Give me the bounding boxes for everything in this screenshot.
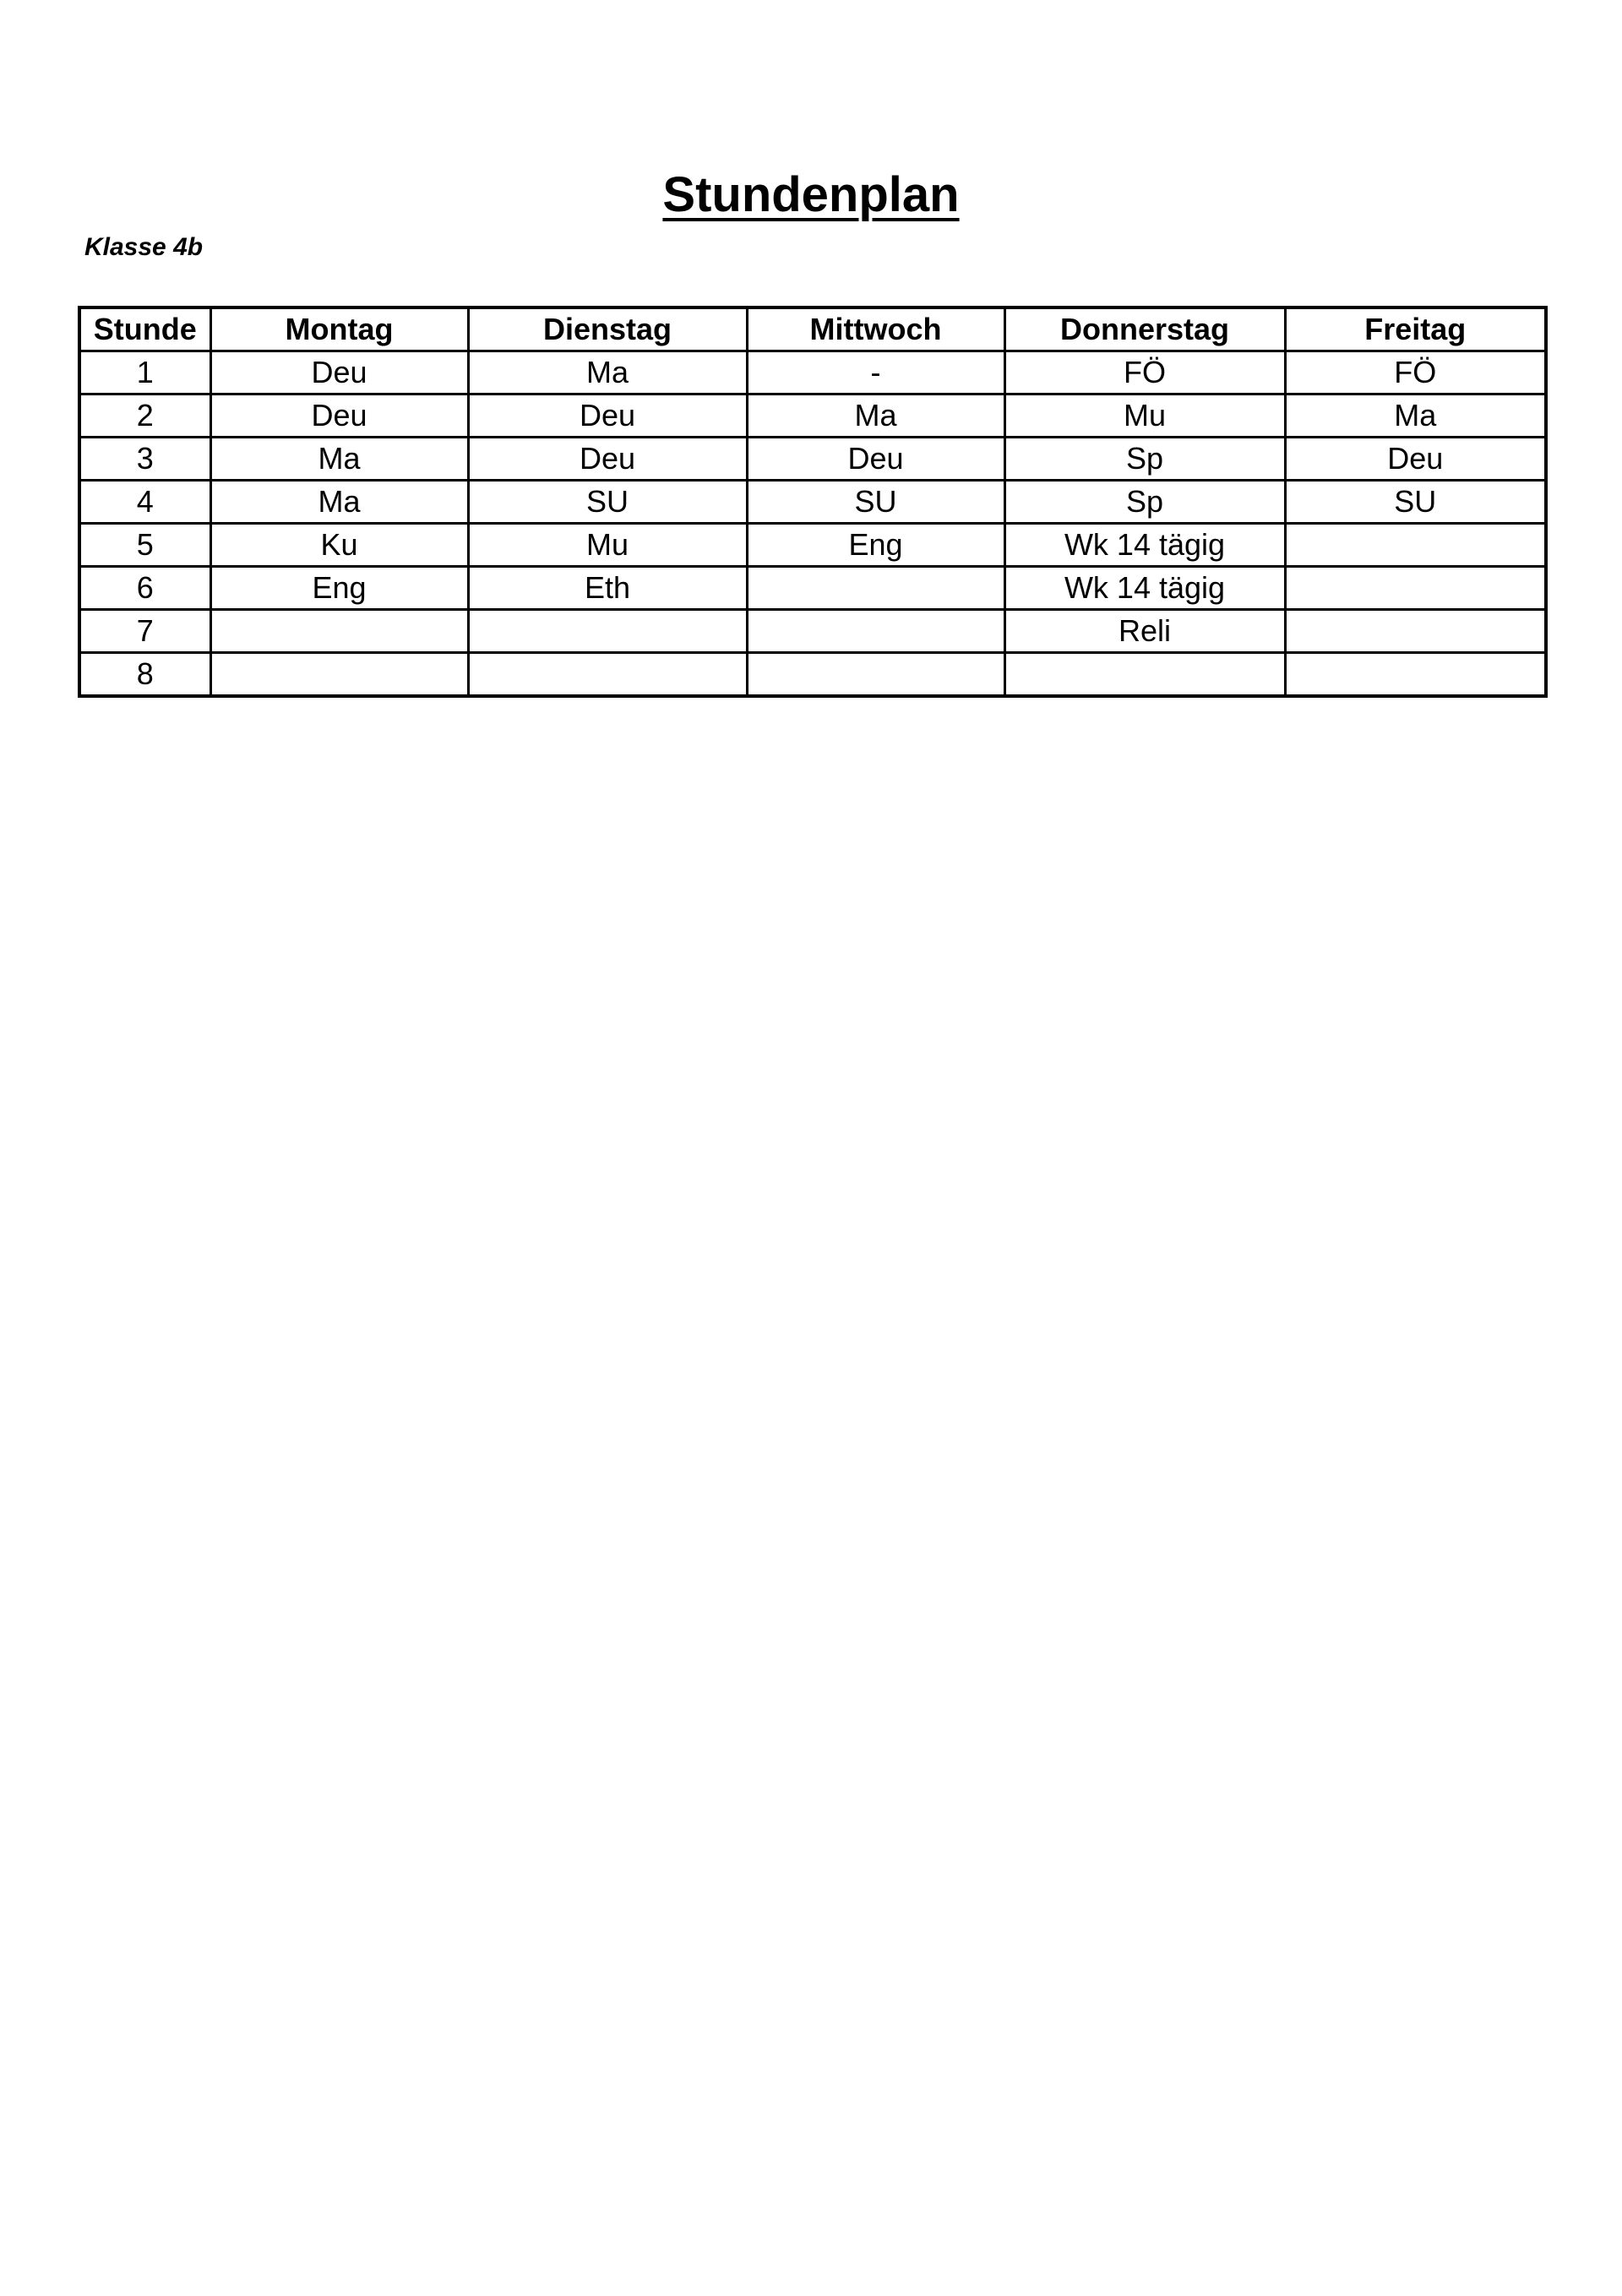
cell-montag xyxy=(210,653,468,697)
cell-freitag: Ma xyxy=(1285,394,1546,438)
cell-dienstag: Ma xyxy=(468,351,747,394)
cell-montag: Ma xyxy=(210,438,468,481)
cell-donnerstag xyxy=(1004,653,1285,697)
cell-montag: Ma xyxy=(210,481,468,524)
cell-dienstag: Deu xyxy=(468,394,747,438)
cell-freitag xyxy=(1285,610,1546,653)
cell-donnerstag: Reli xyxy=(1004,610,1285,653)
cell-donnerstag: Wk 14 tägig xyxy=(1004,524,1285,567)
cell-montag: Deu xyxy=(210,394,468,438)
timetable xyxy=(78,306,1548,698)
table-row xyxy=(79,351,1546,394)
page-title: Stundenplan xyxy=(662,167,960,222)
period-number: 6 xyxy=(79,567,210,610)
cell-donnerstag: Sp xyxy=(1004,481,1285,524)
class-label: Klasse 4b xyxy=(84,233,204,261)
cell-dienstag xyxy=(468,610,747,653)
period-number: 3 xyxy=(79,438,210,481)
cell-mittwoch xyxy=(747,610,1004,653)
period-number: 1 xyxy=(79,351,210,394)
period-number: 4 xyxy=(79,481,210,524)
header-mittwoch: Mittwoch xyxy=(747,307,1004,351)
period-number: 7 xyxy=(79,610,210,653)
period-number: 8 xyxy=(79,653,210,697)
cell-mittwoch: SU xyxy=(747,481,1004,524)
cell-freitag xyxy=(1285,567,1546,610)
header-dienstag: Dienstag xyxy=(468,307,747,351)
cell-freitag: SU xyxy=(1285,481,1546,524)
cell-freitag xyxy=(1285,524,1546,567)
period-number: 5 xyxy=(79,524,210,567)
cell-donnerstag: Mu xyxy=(1004,394,1285,438)
cell-freitag: FÖ xyxy=(1285,351,1546,394)
cell-donnerstag: FÖ xyxy=(1004,351,1285,394)
cell-mittwoch: Deu xyxy=(747,438,1004,481)
cell-mittwoch xyxy=(747,653,1004,697)
cell-mittwoch: Eng xyxy=(747,524,1004,567)
header-montag: Montag xyxy=(210,307,468,351)
cell-dienstag: Mu xyxy=(468,524,747,567)
header-freitag: Freitag xyxy=(1285,307,1546,351)
header-stunde: Stunde xyxy=(79,307,210,351)
cell-dienstag: Deu xyxy=(468,438,747,481)
table-row xyxy=(79,524,1546,567)
table-row xyxy=(79,481,1546,524)
table-row xyxy=(79,610,1546,653)
cell-montag: Deu xyxy=(210,351,468,394)
cell-dienstag: SU xyxy=(468,481,747,524)
timetable-header-row xyxy=(79,307,1546,351)
table-row xyxy=(79,438,1546,481)
cell-montag: Eng xyxy=(210,567,468,610)
header-donnerstag: Donnerstag xyxy=(1004,307,1285,351)
table-row xyxy=(79,653,1546,697)
cell-donnerstag: Sp xyxy=(1004,438,1285,481)
cell-dienstag: Eth xyxy=(468,567,747,610)
cell-mittwoch xyxy=(747,567,1004,610)
table-row xyxy=(79,567,1546,610)
cell-donnerstag: Wk 14 tägig xyxy=(1004,567,1285,610)
period-number: 2 xyxy=(79,394,210,438)
cell-mittwoch: - xyxy=(747,351,1004,394)
table-row xyxy=(79,394,1546,438)
cell-montag: Ku xyxy=(210,524,468,567)
cell-freitag: Deu xyxy=(1285,438,1546,481)
cell-montag xyxy=(210,610,468,653)
cell-dienstag xyxy=(468,653,747,697)
cell-freitag xyxy=(1285,653,1546,697)
cell-mittwoch: Ma xyxy=(747,394,1004,438)
